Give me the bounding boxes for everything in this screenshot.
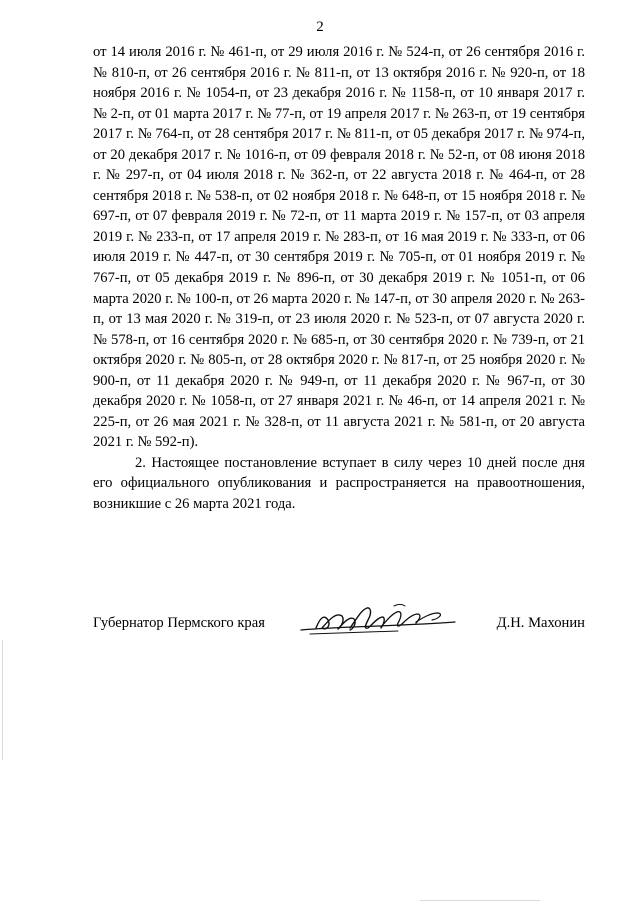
handwritten-signature [298, 598, 458, 646]
page-number: 2 [316, 19, 324, 35]
amendments-list-paragraph: от 14 июля 2016 г. № 461-п, от 29 июля 2016 г. № 524-п, от 26 сентября 2016 г. № 810-п, от 26 сентября 2016 г. № 811-п, от 13 октября 2016 г. № 920-п, от 18 ноября 2016 г. № 1054-п, от 23 декабря 2016 г. № 1158-п, от 10 января 2017 г. № 2-п, от 01 марта 2017 г. № 77-п, от 19 апреля 2017 г. № 263-п, от 19 сентября 2017 г. № 764-п, от 28 сентября 2017 г. № 811-п, от 05 декабря 2017 г. № 974-п, от 20 декабря 2017 г. № 1016-п, от 09 февраля 2018 г. № 52-п, от 08 июня 2018 г. № 297-п, от 04 июля 2018 г. № 362-п, от 22 августа 2018 г. № 464-п, от 28 сентября 2018 г. № 538-п, от 02 ноября 2018 г. № 648-п, от 15 ноября 2018 г. № 697-п, от 07 февраля 2019 г. № 72-п, от 11 марта 2019 г. № 157-п, от 03 апреля 2019 г. № 233-п, от 17 апреля 2019 г. № 283-п, от 16 мая 2019 г. № 333-п, от 06 июля 2019 г. № 447-п, от 30 сентября 2019 г. № 705-п, от 01 ноября 2019 г. № 767-п, от 05 декабря 2019 г. № 896-п, от 30 декабря 2019 г. № 1051-п, от 06 марта 2020 г. № 100-п, от 26 марта 2020 г. № 147-п, от 30 апреля 2020 г. № 263-п, от 13 мая 2020 г. № 319-п, от 23 июля 2020 г. № 523-п, от 07 августа 2020 г. № 578-п, от 16 сентября 2020 г. № 685-п, от 30 сентября 2020 г. № 739-п, от 21 октября 2020 г. № 805-п, от 28 октября 2020 г. № 817-п, от 25 ноября 2020 г. № 900-п, от 11 декабря 2020 г. № 949-п, от 11 декабря 2020 г. № 967-п, от 30 декабря 2020 г. № 1058-п, от 27 января 2021 г. № 46-п, от 14 апреля 2021 г. № 225-п, от 26 мая 2021 г. № 328-п, от 11 августа 2021 г. № 581-п, от 20 августа 2021 г. № 592-п). [93, 44, 585, 451]
signatory-position: Губернатор Пермского края [93, 615, 265, 631]
effective-date-paragraph: 2. Настоящее постановление вступает в силу через 10 дней после дня его официального опубликования и распространяется на правоотношения, возникшие с 26 марта 2021 года. [93, 454, 585, 513]
document-body [93, 42, 585, 515]
signatory-name: Д.Н. Махонин [496, 615, 585, 631]
scan-artifact-bottom-edge [420, 900, 540, 901]
scan-artifact-left-edge [2, 640, 3, 760]
signature-block [93, 610, 585, 640]
